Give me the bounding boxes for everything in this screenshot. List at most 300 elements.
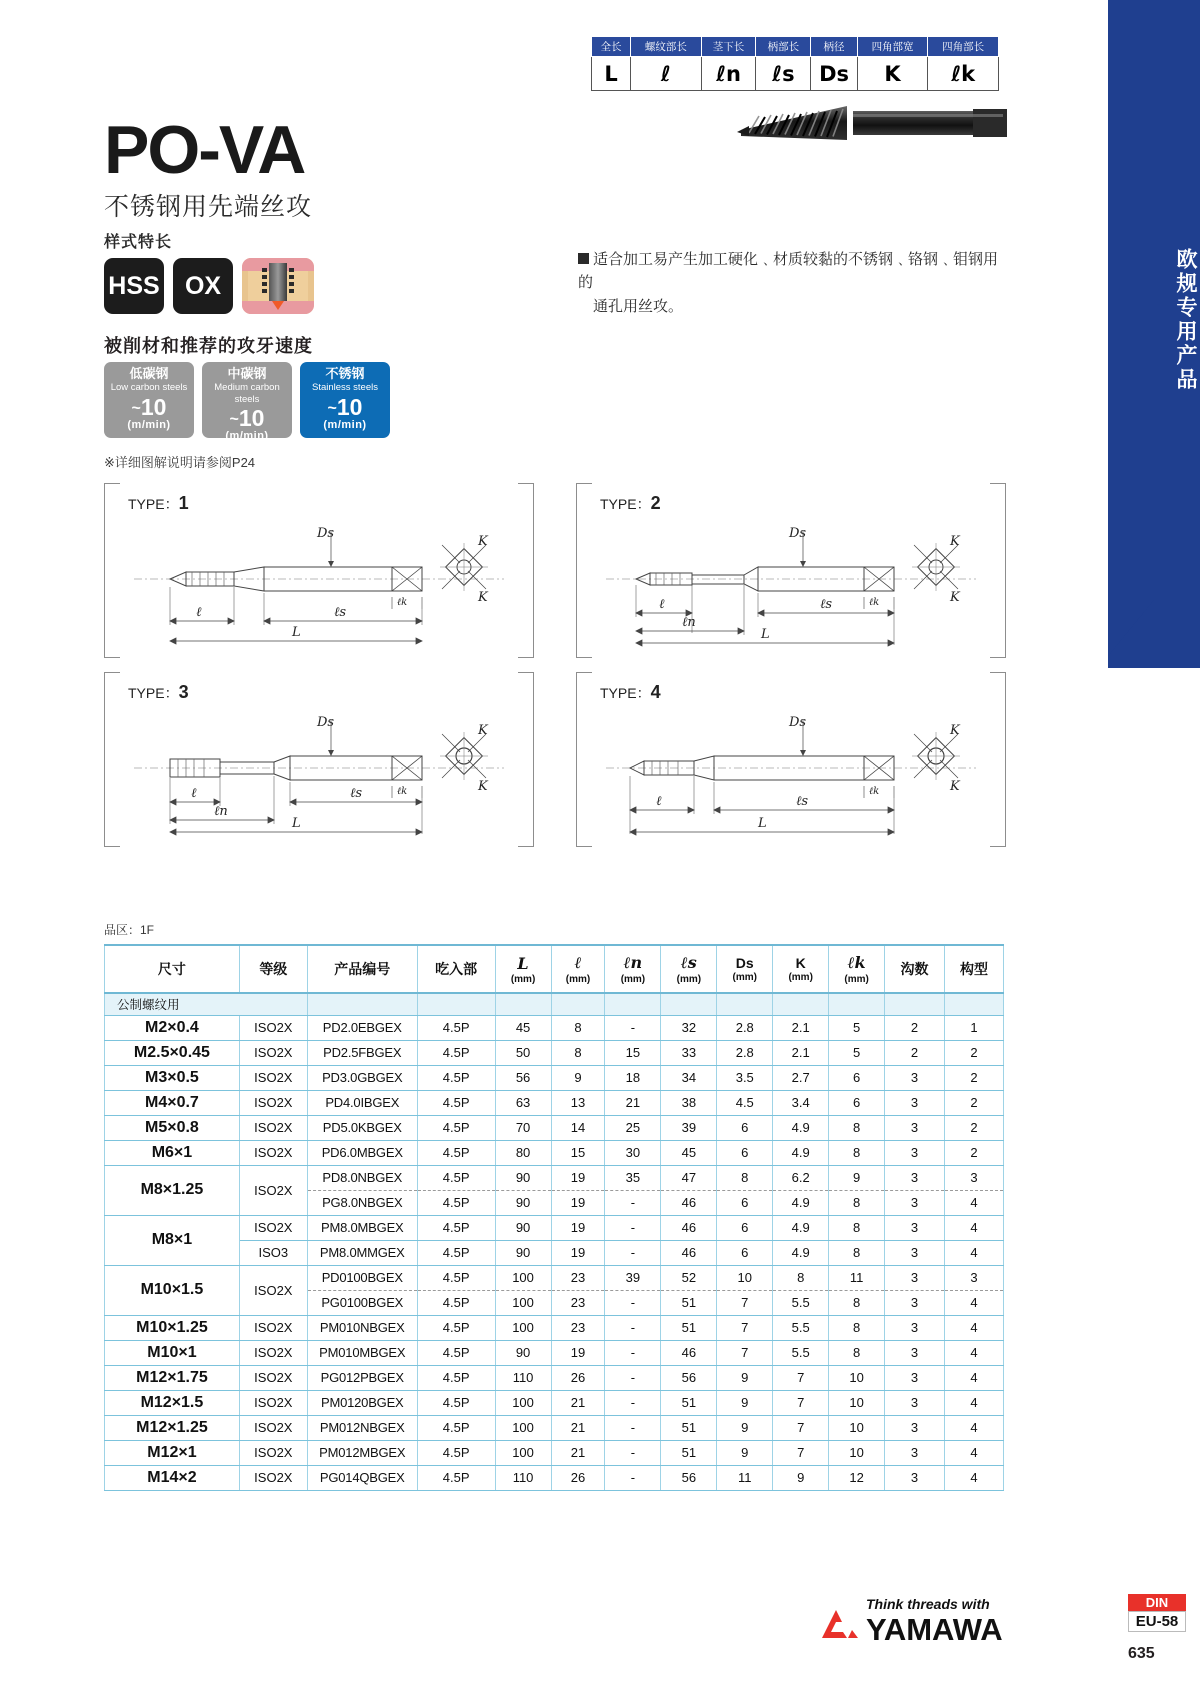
- dim-K-top: K: [478, 534, 488, 549]
- cell-lead: 4.5P: [417, 1040, 495, 1065]
- cell-ls: 47: [661, 1165, 717, 1190]
- cell-l: 9: [551, 1065, 605, 1090]
- cell-lk: 8: [829, 1290, 885, 1315]
- speed-card-cn: 不锈钢: [325, 366, 365, 381]
- cell-l: 13: [551, 1090, 605, 1115]
- cell-grade: ISO2X: [239, 1165, 307, 1215]
- cell-form: 4: [944, 1290, 1003, 1315]
- cell-lk: 10: [829, 1415, 885, 1440]
- speed-card-en: Low carbon steels: [110, 382, 188, 394]
- description-line-2: 通孔用丝攻。: [593, 297, 684, 315]
- cell-Ds: 7: [717, 1340, 773, 1365]
- cell-pn: PD6.0MBGEX: [307, 1140, 417, 1165]
- table-group-row: [105, 993, 1004, 1015]
- cell-l: 26: [551, 1365, 605, 1390]
- cell-Ds: 9: [717, 1440, 773, 1465]
- cell-Ds: 6: [717, 1140, 773, 1165]
- type-label-3: TYPE：3: [128, 682, 189, 702]
- type-panel-1: [104, 483, 534, 658]
- cell-lead: 4.5P: [417, 1440, 495, 1465]
- cell-K: 4.9: [773, 1190, 829, 1215]
- cell-L: 100: [495, 1315, 551, 1340]
- cell-Ds: 10: [717, 1265, 773, 1290]
- product-area-label: 品区：1F: [104, 923, 155, 937]
- col-header-form: 构型: [944, 945, 1003, 993]
- cell-flutes: 2: [885, 1015, 945, 1040]
- cell-size: M14×2: [105, 1465, 240, 1490]
- cell-lead: 4.5P: [417, 1015, 495, 1040]
- section-tab-eu-products: [1108, 0, 1200, 668]
- cell-ls: 51: [661, 1415, 717, 1440]
- cell-size: M2.5×0.45: [105, 1040, 240, 1065]
- cell-lk: 8: [829, 1115, 885, 1140]
- cell-pn: PD0100BGEX: [307, 1265, 417, 1290]
- dim-l: ℓ: [656, 794, 662, 809]
- type-1-diagram: [124, 517, 514, 652]
- cell-Ds: 11: [717, 1465, 773, 1490]
- table-group-filler: [885, 993, 945, 1015]
- cell-form: 4: [944, 1215, 1003, 1240]
- cell-flutes: 3: [885, 1165, 945, 1190]
- dim-symbol-cell: ℓn: [701, 57, 756, 91]
- speed-card-cn: 低碳钢: [129, 366, 169, 381]
- cell-K: 9: [773, 1465, 829, 1490]
- cell-ln: -: [605, 1240, 661, 1265]
- cell-size: M10×1.5: [105, 1265, 240, 1315]
- cell-K: 4.9: [773, 1240, 829, 1265]
- cell-K: 5.5: [773, 1340, 829, 1365]
- dim-ls: ℓs: [334, 605, 347, 620]
- cell-lead: 4.5P: [417, 1240, 495, 1265]
- cell-lead: 4.5P: [417, 1315, 495, 1340]
- dim-header-cell: 全长: [592, 37, 631, 57]
- cell-K: 5.5: [773, 1290, 829, 1315]
- table-group-filler: [717, 993, 773, 1015]
- cell-flutes: 3: [885, 1090, 945, 1115]
- product-title-block: [104, 112, 524, 252]
- badge-ox: OX: [173, 258, 233, 314]
- col-header-part-number: 产品编号: [307, 945, 417, 993]
- cell-Ds: 6: [717, 1215, 773, 1240]
- cell-form: 4: [944, 1365, 1003, 1390]
- cell-l: 19: [551, 1190, 605, 1215]
- cell-form: 4: [944, 1440, 1003, 1465]
- speed-section-heading: 被削材和推荐的攻牙速度: [104, 336, 313, 356]
- table-group-filler: [495, 993, 551, 1015]
- speed-card-low-carbon: [104, 362, 194, 438]
- cell-form: 4: [944, 1390, 1003, 1415]
- col-header-ls: ℓs (mm): [661, 945, 717, 993]
- table-group-filler: [417, 993, 495, 1015]
- table-row: [105, 1415, 1004, 1440]
- cell-lk: 8: [829, 1240, 885, 1265]
- cell-lead: 4.5P: [417, 1340, 495, 1365]
- cell-l: 19: [551, 1165, 605, 1190]
- table-row: [105, 1365, 1004, 1390]
- spec-table-header-row: [105, 945, 1004, 993]
- cell-l: 8: [551, 1015, 605, 1040]
- cell-K: 4.9: [773, 1115, 829, 1140]
- speed-card-medium-carbon: [202, 362, 292, 443]
- cell-pn: PG0100BGEX: [307, 1290, 417, 1315]
- cell-grade: ISO2X: [239, 1040, 307, 1065]
- cell-K: 4.9: [773, 1140, 829, 1165]
- type-3-diagram: [124, 706, 514, 841]
- cell-size: M5×0.8: [105, 1115, 240, 1140]
- cell-K: 7: [773, 1390, 829, 1415]
- speed-card-en: Medium carbon steels: [214, 382, 280, 405]
- din-label: DIN: [1128, 1594, 1186, 1611]
- cell-ln: -: [605, 1365, 661, 1390]
- cell-pn: PD2.5FBGEX: [307, 1040, 417, 1065]
- table-group-filler: [944, 993, 1003, 1015]
- cell-l: 23: [551, 1315, 605, 1340]
- cell-L: 90: [495, 1190, 551, 1215]
- cell-grade: ISO2X: [239, 1465, 307, 1490]
- table-group-label: 公制螺纹用: [105, 993, 308, 1015]
- col-header-size: 尺寸: [105, 945, 240, 993]
- cell-l: 19: [551, 1215, 605, 1240]
- cell-form: 4: [944, 1315, 1003, 1340]
- cell-Ds: 6: [717, 1190, 773, 1215]
- cell-l: 19: [551, 1340, 605, 1365]
- cell-form: 4: [944, 1415, 1003, 1440]
- cell-lead: 4.5P: [417, 1415, 495, 1440]
- col-header-L: L (mm): [495, 945, 551, 993]
- cell-pn: PD2.0EBGEX: [307, 1015, 417, 1040]
- type-label-4: TYPE：4: [600, 682, 661, 702]
- cell-flutes: 3: [885, 1340, 945, 1365]
- cell-Ds: 9: [717, 1365, 773, 1390]
- speed-cards: [104, 362, 390, 443]
- cell-ln: -: [605, 1215, 661, 1240]
- cell-L: 110: [495, 1365, 551, 1390]
- type-panel-3: [104, 672, 534, 847]
- table-group-filler: [773, 993, 829, 1015]
- cell-L: 63: [495, 1090, 551, 1115]
- dim-ln: ℓn: [682, 615, 696, 630]
- cell-flutes: 3: [885, 1190, 945, 1215]
- dim-K-top: K: [478, 723, 488, 738]
- cell-l: 23: [551, 1290, 605, 1315]
- cell-ls: 39: [661, 1115, 717, 1140]
- cell-Ds: 7: [717, 1315, 773, 1340]
- cell-l: 15: [551, 1140, 605, 1165]
- cell-flutes: 3: [885, 1365, 945, 1390]
- col-header-chamfer: 吃入部: [417, 945, 495, 993]
- dim-l: ℓ: [191, 786, 197, 801]
- cell-K: 6.2: [773, 1165, 829, 1190]
- dim-lk: ℓk: [869, 786, 880, 797]
- cell-ln: -: [605, 1415, 661, 1440]
- table-row: [105, 1390, 1004, 1415]
- eu-code-label: EU-58: [1128, 1611, 1186, 1632]
- cell-ln: -: [605, 1440, 661, 1465]
- cell-grade: ISO2X: [239, 1365, 307, 1390]
- cell-ls: 46: [661, 1240, 717, 1265]
- cell-lk: 8: [829, 1340, 885, 1365]
- cell-pn: PD4.0IBGEX: [307, 1090, 417, 1115]
- type-4-diagram: [596, 706, 986, 841]
- cell-L: 110: [495, 1465, 551, 1490]
- product-subtitle-secondary: 样式特长: [104, 233, 173, 251]
- speed-card-value: ~10: [327, 393, 363, 420]
- cell-flutes: 3: [885, 1390, 945, 1415]
- cell-L: 45: [495, 1015, 551, 1040]
- dim-Ds: Ds: [789, 526, 807, 541]
- dim-lk: ℓk: [397, 597, 408, 608]
- tab-arrow-point: [1108, 600, 1200, 656]
- dim-K-bottom: K: [950, 779, 960, 794]
- cell-L: 100: [495, 1265, 551, 1290]
- cell-K: 7: [773, 1440, 829, 1465]
- table-row: [105, 1165, 1004, 1190]
- cell-size: M12×1.75: [105, 1365, 240, 1390]
- dim-K-bottom: K: [478, 779, 488, 794]
- type-panel-2: [576, 483, 1006, 658]
- cell-ls: 51: [661, 1390, 717, 1415]
- table-row: [105, 1115, 1004, 1140]
- cell-pn: PD3.0GBGEX: [307, 1065, 417, 1090]
- col-header-l: ℓ (mm): [551, 945, 605, 993]
- cell-ls: 46: [661, 1190, 717, 1215]
- table-group-filler: [661, 993, 717, 1015]
- table-group-filler: [605, 993, 661, 1015]
- yamawa-tagline: Think threads with: [866, 1596, 990, 1612]
- cell-lead: 4.5P: [417, 1290, 495, 1315]
- cell-form: 4: [944, 1240, 1003, 1265]
- cell-lk: 8: [829, 1315, 885, 1340]
- cell-ln: -: [605, 1390, 661, 1415]
- cell-ln: 30: [605, 1140, 661, 1165]
- spec-table-body: [105, 993, 1004, 1490]
- type-label-2: TYPE：2: [600, 493, 661, 513]
- cell-L: 100: [495, 1390, 551, 1415]
- table-row: [105, 1240, 1004, 1265]
- cell-grade: ISO2X: [239, 1390, 307, 1415]
- cell-grade: ISO2X: [239, 1015, 307, 1040]
- cell-Ds: 4.5: [717, 1090, 773, 1115]
- cell-grade: ISO2X: [239, 1265, 307, 1315]
- dim-symbol-cell: Ds: [811, 57, 857, 91]
- cell-K: 4.9: [773, 1215, 829, 1240]
- cell-L: 100: [495, 1290, 551, 1315]
- speed-card-stainless: [300, 362, 390, 438]
- specification-table: [104, 944, 1004, 1491]
- product-subtitle: 不锈钢用先端丝攻: [104, 192, 313, 221]
- cell-ln: -: [605, 1340, 661, 1365]
- cell-lead: 4.5P: [417, 1090, 495, 1115]
- table-row: [105, 1090, 1004, 1115]
- bullet-square-icon: [578, 253, 589, 264]
- cell-size: M12×1: [105, 1440, 240, 1465]
- cell-l: 26: [551, 1465, 605, 1490]
- cell-size: M2×0.4: [105, 1015, 240, 1040]
- cell-flutes: 3: [885, 1465, 945, 1490]
- cell-pn: PG014QBGEX: [307, 1465, 417, 1490]
- cell-flutes: 3: [885, 1140, 945, 1165]
- cell-ls: 52: [661, 1265, 717, 1290]
- dim-ls: ℓs: [796, 794, 809, 809]
- dim-ln: ℓn: [214, 804, 228, 819]
- dim-L: L: [292, 816, 301, 831]
- description-line-1: 适合加工易产生加工硬化﹑材质较黏的不锈钢﹑铬钢﹑钼钢用的: [578, 251, 999, 292]
- cell-lk: 9: [829, 1165, 885, 1190]
- speed-card-unit: (m/min): [323, 418, 367, 431]
- table-row: [105, 1315, 1004, 1340]
- cell-L: 100: [495, 1440, 551, 1465]
- cell-ln: -: [605, 1190, 661, 1215]
- cell-pn: PD8.0NBGEX: [307, 1165, 417, 1190]
- dim-ls: ℓs: [820, 597, 833, 612]
- speed-card-en: Stainless steels: [311, 382, 378, 394]
- cell-flutes: 3: [885, 1265, 945, 1290]
- dimension-key-header-row: [592, 37, 999, 57]
- speed-card-unit: (m/min): [225, 430, 269, 443]
- cell-ls: 46: [661, 1340, 717, 1365]
- cell-Ds: 7: [717, 1290, 773, 1315]
- cell-l: 8: [551, 1040, 605, 1065]
- cell-grade: ISO2X: [239, 1440, 307, 1465]
- dim-header-cell: 四角部长: [928, 37, 999, 57]
- speed-card-value: ~10: [131, 393, 167, 420]
- cell-l: 21: [551, 1415, 605, 1440]
- cell-lk: 12: [829, 1465, 885, 1490]
- col-header-ln: ℓn (mm): [605, 945, 661, 993]
- cell-L: 90: [495, 1165, 551, 1190]
- table-group-filler: [307, 993, 417, 1015]
- cell-ls: 38: [661, 1090, 717, 1115]
- cell-grade: ISO2X: [239, 1215, 307, 1240]
- cell-ls: 34: [661, 1065, 717, 1090]
- cell-K: 8: [773, 1265, 829, 1290]
- cell-K: 2.1: [773, 1040, 829, 1065]
- dimension-key-table: [591, 36, 999, 91]
- cell-L: 56: [495, 1065, 551, 1090]
- dim-L: L: [292, 625, 301, 640]
- cell-size: M4×0.7: [105, 1090, 240, 1115]
- dim-l: ℓ: [659, 597, 665, 612]
- cell-K: 2.7: [773, 1065, 829, 1090]
- cell-lead: 4.5P: [417, 1165, 495, 1190]
- cell-flutes: 3: [885, 1415, 945, 1440]
- cell-ln: -: [605, 1015, 661, 1040]
- cell-ls: 46: [661, 1215, 717, 1240]
- cell-L: 50: [495, 1040, 551, 1065]
- down-arrow-icon: [272, 301, 284, 310]
- cell-K: 5.5: [773, 1315, 829, 1340]
- dim-K-bottom: K: [478, 590, 488, 605]
- page-number: 635: [1128, 1645, 1155, 1662]
- dim-Ds: Ds: [317, 715, 335, 730]
- dim-lk: ℓk: [869, 597, 880, 608]
- cell-Ds: 6: [717, 1240, 773, 1265]
- cell-pn: PM010NBGEX: [307, 1315, 417, 1340]
- dim-K-top: K: [950, 534, 960, 549]
- cell-lk: 8: [829, 1215, 885, 1240]
- type-label-1: TYPE：1: [128, 493, 189, 513]
- cell-form: 2: [944, 1090, 1003, 1115]
- dim-symbol-cell: L: [592, 57, 631, 91]
- standard-badge: [1128, 1594, 1186, 1632]
- table-row: [105, 1040, 1004, 1065]
- cell-ls: 51: [661, 1315, 717, 1340]
- cell-form: 1: [944, 1015, 1003, 1040]
- cell-form: 2: [944, 1065, 1003, 1090]
- cell-pn: PM8.0MBGEX: [307, 1215, 417, 1240]
- cell-ls: 45: [661, 1140, 717, 1165]
- cell-Ds: 9: [717, 1415, 773, 1440]
- cell-L: 80: [495, 1140, 551, 1165]
- cell-grade: ISO2X: [239, 1065, 307, 1090]
- cell-pn: PD5.0KBGEX: [307, 1115, 417, 1140]
- cell-size: M8×1.25: [105, 1165, 240, 1215]
- cell-L: 90: [495, 1240, 551, 1265]
- cell-flutes: 3: [885, 1315, 945, 1340]
- table-row: [105, 1340, 1004, 1365]
- dim-symbol-cell: K: [857, 57, 928, 91]
- cell-ls: 56: [661, 1465, 717, 1490]
- speed-card-cn: 中碳钢: [227, 366, 267, 381]
- cell-grade: ISO2X: [239, 1315, 307, 1340]
- tap-glyph: [269, 263, 287, 303]
- cell-K: 7: [773, 1365, 829, 1390]
- col-header-lk: ℓk (mm): [829, 945, 885, 993]
- cell-form: 2: [944, 1040, 1003, 1065]
- dim-l: ℓ: [196, 605, 202, 620]
- cell-lead: 4.5P: [417, 1465, 495, 1490]
- table-row: [105, 1065, 1004, 1090]
- cell-ls: 33: [661, 1040, 717, 1065]
- cell-ln: 35: [605, 1165, 661, 1190]
- cell-form: 4: [944, 1340, 1003, 1365]
- dim-K-top: K: [950, 723, 960, 738]
- cell-pn: PM8.0MMGEX: [307, 1240, 417, 1265]
- cell-ls: 51: [661, 1290, 717, 1315]
- col-header-grade: 等级: [239, 945, 307, 993]
- cell-lead: 4.5P: [417, 1265, 495, 1290]
- cell-form: 2: [944, 1140, 1003, 1165]
- cell-lead: 4.5P: [417, 1065, 495, 1090]
- dim-header-cell: 四角部宽: [857, 37, 928, 57]
- dim-symbol-cell: ℓ: [631, 57, 702, 91]
- speed-reference-note: ※详细图解说明请参阅P24: [104, 455, 256, 470]
- cell-Ds: 8: [717, 1165, 773, 1190]
- cell-lead: 4.5P: [417, 1390, 495, 1415]
- cell-lk: 10: [829, 1440, 885, 1465]
- cell-l: 21: [551, 1440, 605, 1465]
- col-header-K: K (mm): [773, 945, 829, 993]
- cell-L: 100: [495, 1415, 551, 1440]
- cell-grade: ISO2X: [239, 1115, 307, 1140]
- cell-pn: PM012NBGEX: [307, 1415, 417, 1440]
- dim-lk: ℓk: [397, 786, 408, 797]
- table-row: [105, 1140, 1004, 1165]
- cell-size: M3×0.5: [105, 1065, 240, 1090]
- cell-size: M8×1: [105, 1215, 240, 1265]
- cell-lk: 6: [829, 1065, 885, 1090]
- cell-ln: 39: [605, 1265, 661, 1290]
- tab-label: 欧规专用产品: [1174, 248, 1197, 392]
- cell-L: 90: [495, 1215, 551, 1240]
- page-title: PO-VA: [104, 112, 305, 188]
- cell-flutes: 3: [885, 1065, 945, 1090]
- cell-ln: -: [605, 1465, 661, 1490]
- cell-K: 2.1: [773, 1015, 829, 1040]
- cell-lk: 11: [829, 1265, 885, 1290]
- cell-size: M12×1.5: [105, 1390, 240, 1415]
- cell-flutes: 3: [885, 1240, 945, 1265]
